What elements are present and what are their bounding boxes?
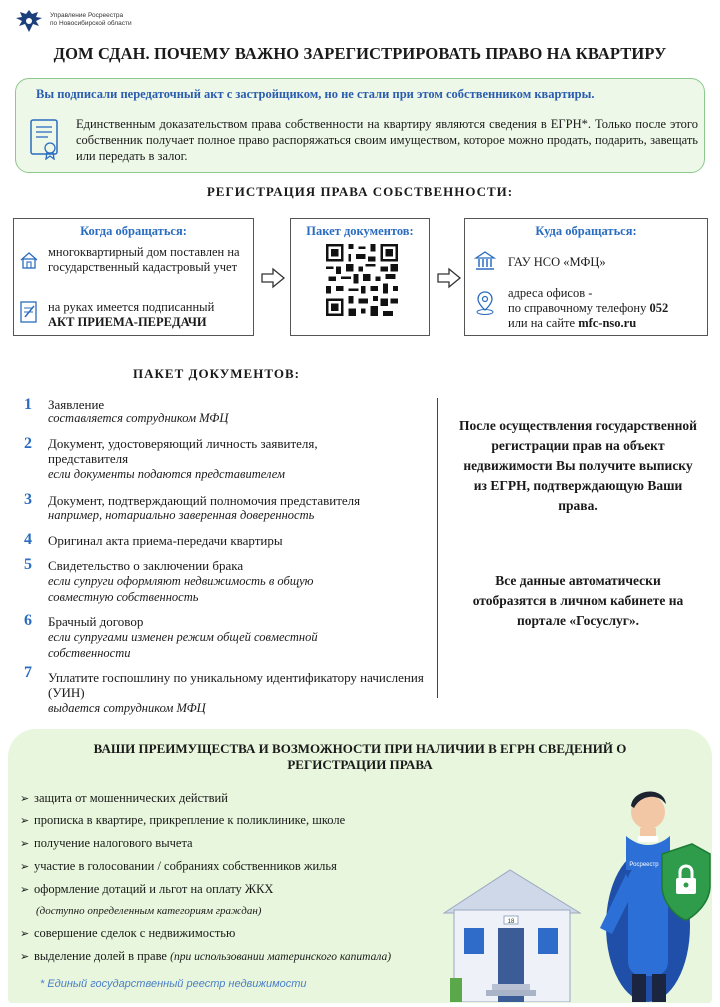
arrowhead-bullet-icon: ➢ [20,793,30,805]
house-icon [444,870,580,1002]
arrowhead-bullet-icon: ➢ [20,951,30,963]
footnote: * Единый государственный реестр недвижимости [40,978,307,990]
house-icon [19,250,39,270]
registration-title: РЕГИСТРАЦИЯ ПРАВА СОБСТВЕННОСТИ: [206,184,514,199]
house-mascot-illustration [440,778,712,1002]
when-item-act: на руках имеется подписанный АКТ ПРИЕМА-ПЕРЕДАЧИ [48,300,215,329]
certificate-icon [28,118,62,160]
advantage-item: ➢ защита от мошеннических действий [20,791,228,805]
arrow-right-icon [260,267,286,289]
location-pin-icon [474,290,496,316]
rosreestr-emblem-icon [12,8,46,36]
documents-title: ПАКЕТ ДОКУМЕНТОВ: [133,366,300,381]
when-heading: Когда обращаться: [80,224,187,238]
bank-building-icon [474,250,496,272]
document-icon [19,300,39,324]
where-heading: Куда обращаться: [535,224,637,238]
where-addresses: адреса офисов - по справочному телефону 052 или на сайте mfc-nso.ru [508,286,669,330]
organization-name: Управление Росреестра по Новосибирской области [50,12,132,27]
advantage-item: ➢ совершение сделок с недвижимостью [20,926,236,940]
advantage-item: ➢ прописка в квартире, прикрепление к поликлинике, школе [20,813,346,827]
gosuslugi-info: Все данные автоматически отобразятся в личном кабинете на портале «Госуслуг». [472,573,684,628]
where-org: ГАУ НСО «МФЦ» [508,255,606,269]
site-link[interactable]: mfc-nso.ru [578,316,637,330]
package-heading: Пакет документов: [306,224,414,238]
intro-lead: Вы подписали передаточный акт с застройщиком, но не стали при этом собственником квартиры. [36,87,595,101]
svg-text:18: 18 [507,919,515,925]
advantage-item: ➢ получение налогового вычета [20,836,193,850]
advantage-item: ➢ участие в голосовании / собраниях собственников жилья [20,859,337,873]
arrowhead-bullet-icon: ➢ [20,884,30,896]
when-item-cadastre: многоквартирный дом поставлен на государственный кадастровый учет [48,245,240,274]
arrow-right-icon [436,267,462,289]
page-title: ДОМ СДАН. ПОЧЕМУ ВАЖНО ЗАРЕГИСТРИРОВАТЬ ПРАВО НА КВАРТИРУ [53,44,667,63]
qr-code-icon[interactable] [326,244,398,316]
advantages-title: ВАШИ ПРЕИМУЩЕСТВА И ВОЗМОЖНОСТИ ПРИ НАЛИЧИИ В ЕГРН СВЕДЕНИЙ О РЕГИСТРАЦИИ ПРАВА [93,741,627,772]
arrowhead-bullet-icon: ➢ [20,838,30,850]
advantage-item: ➢ оформление дотаций и льгот на оплату ЖКХ [20,882,274,896]
arrowhead-bullet-icon: ➢ [20,928,30,940]
divider [437,398,438,698]
advantage-item: ➢ выделение долей в праве (при использовании материнского капитала) [20,949,392,963]
arrowhead-bullet-icon: ➢ [20,861,30,873]
extract-info: После осуществления государственной регистрации прав на объект недвижимости Вы получите выписку из ЕГРН, подтверждающую Ваши права. [459,418,697,513]
advantage-note: (доступно определенным категориям граждан) [36,905,262,917]
svg-text:Росреестр: Росреестр [629,862,659,868]
intro-text: Единственным доказательством права собственности на квартиру являются сведения в ЕГРН*. Только после этого собственник получает полное право распоряжаться своим имуществом, которое можно продать, подарить, завещать или передать в залог. [76,117,698,163]
arrowhead-bullet-icon: ➢ [20,815,30,827]
